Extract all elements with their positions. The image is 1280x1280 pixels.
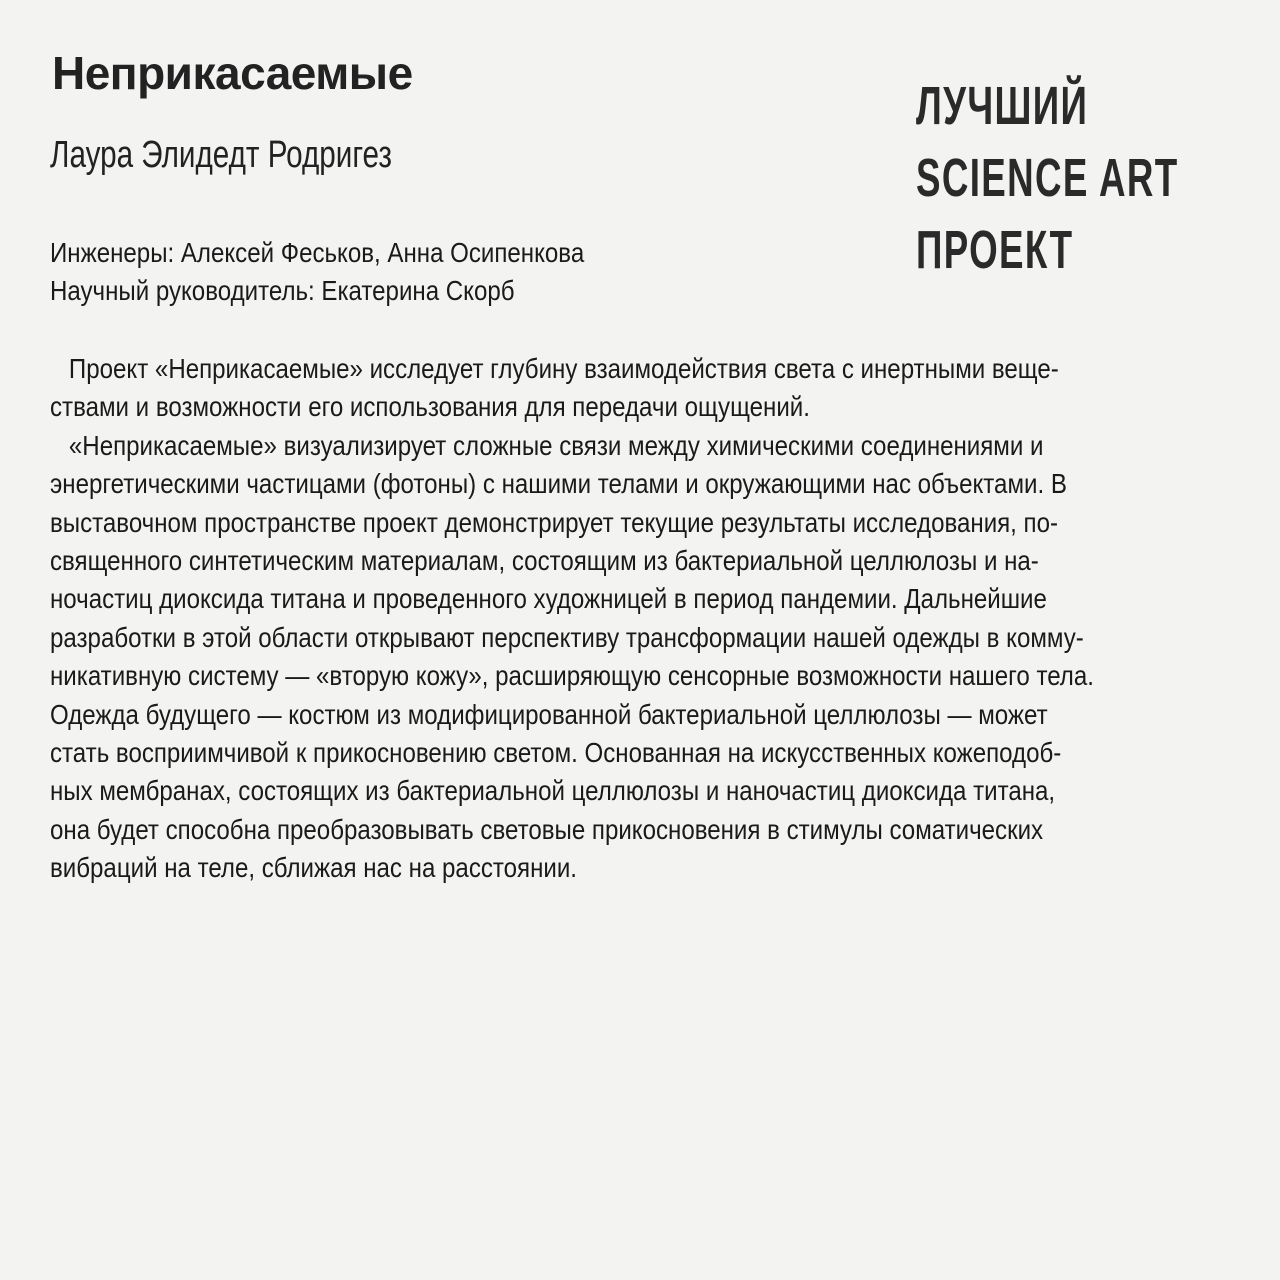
text-line: «Неприкасаемые» визуализирует сложные связи между химическими соединениями и (68, 429, 1044, 461)
best-science-art-project-logo (916, 70, 1179, 286)
credits-engineers: Инженеры: Алексей Феськов, Анна Осипенкова (50, 237, 585, 268)
text-line: Проект «Неприкасаемые» исследует глубину взаимодействия света с инертными веще- (68, 353, 1059, 384)
text-line: стать восприимчивой к прикосновению светом. Основанная на искусственных кожеподоб- (50, 736, 1062, 768)
text-line: священного синтетическим материалам, состоящим из бактериальной целлюлозы и на- (50, 544, 1039, 576)
description-text (50, 350, 1094, 887)
text-line: ствами и возможности его использования для передачи ощущений. (50, 391, 810, 423)
text-line: никативную систему — «вторую кожу», расширяющую сенсорные возможности нашего тела. (50, 660, 1094, 692)
credits-supervisor: Научный руководитель: Екатерина Скорб (50, 275, 515, 306)
text-line: разработки в этой области открывают перспективу трансформации нашей одежды в комму- (50, 621, 1084, 653)
text-line: вибраций на теле, сближая нас на расстоянии. (50, 852, 577, 884)
text-line: она будет способна преобразовывать световые прикосновения в стимулы соматических (50, 813, 1044, 845)
text-line: ночастиц диоксида титана и проведенного художницей в период пандемии. Дальнейшие (50, 583, 1047, 615)
logo-line: ЛУЧШИЙ (916, 76, 1089, 136)
credits (50, 234, 584, 310)
text-line: Одежда будущего — костюм из модифицированной бактериальной целлюлозы — может (50, 698, 1048, 730)
text-line: ных мембранах, состоящих из бактериальной целлюлозы и наночастиц диоксида титана, (50, 775, 1056, 807)
author-name: Лаура Элидедт Родригез (50, 134, 392, 176)
text-line: энергетическими частицами (фотоны) с нашими телами и окружающими нас объектами. В (50, 468, 1067, 500)
logo-line: ПРОЕКТ (916, 220, 1074, 280)
page-title: Неприкасаемые (52, 47, 413, 99)
logo-line: SCIENCE ART (916, 148, 1179, 208)
text-line: выставочном пространстве проект демонстрирует текущие результаты исследования, по- (50, 506, 1059, 538)
